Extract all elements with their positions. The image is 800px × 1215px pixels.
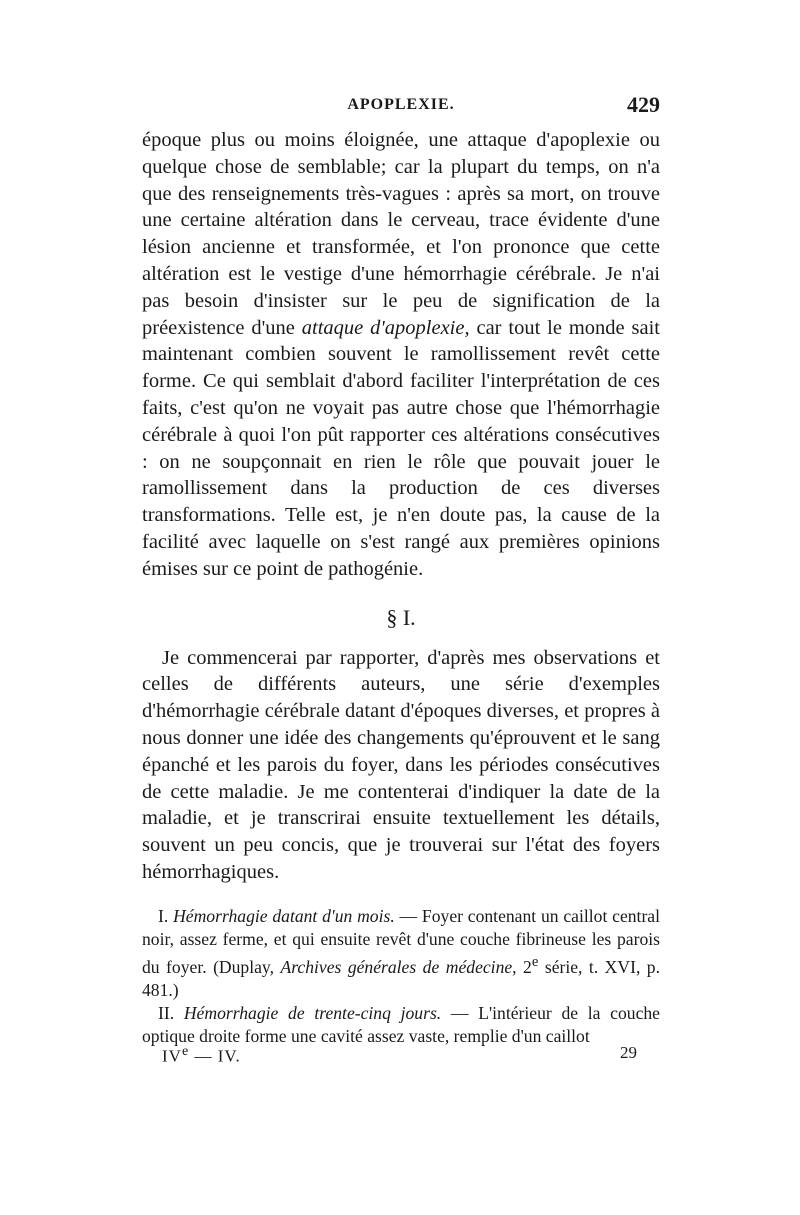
note-2 — [142, 1002, 660, 1048]
page-footer — [162, 1043, 637, 1065]
signature-superscript: e — [181, 1043, 190, 1059]
signature-mark — [162, 1043, 241, 1067]
note-2-number: II. — [158, 1002, 175, 1023]
paragraph-2: Je commencerai par rapporter, d'après mes observations et celles de différents auteurs, une série d'exemples d'hémorrhagie cérébrale datant d'époques diverses, et propres à nous donner une idée des changements qu'éprouvent et le sang épanché et les parois du foyer, dans les périodes consécutives de cette maladie. Je me contenterai d'indiquer la date de la maladie, et je transcrirai ensuite textuellement les détails, souvent un peu concis, que je trouverai sur l'état des foyers hémorrhagiques. — [142, 646, 660, 883]
note-2-text-1: — L'intérieur de la couche optique droite forme une cavité assez vaste, remplie d'un caillot — [142, 1002, 660, 1046]
note-2-title: Hémorrhagie de trente-cinq jours. — [183, 1002, 442, 1023]
note-1-text-1: — Foyer contenant un caillot central noir, assez ferme, et qui ensuite revêt d'une couche fibrineuse les parois du foyer. (Duplay, — [142, 906, 661, 977]
section-heading: § I. — [386, 604, 416, 630]
main-text — [142, 127, 660, 886]
note-1-number: I. — [158, 906, 169, 926]
sheet-number: 29 — [620, 1043, 637, 1062]
observations-notes — [142, 905, 660, 1048]
running-head: APOPLEXIE. — [347, 96, 455, 113]
signature-rest: — IV. — [189, 1046, 241, 1066]
note-1-text-3: série, t. XVI, p. 481.) — [142, 956, 661, 1000]
paragraph-1-emphasis: attaque d'apoplexie, — [301, 316, 470, 339]
note-1-superscript: e — [531, 954, 539, 970]
page-header — [142, 92, 660, 122]
paragraph-1-text-before: époque plus ou moins éloignée, une attaque d'apoplexie ou quelque chose de semblable; car la plupart du temps, on n'a que des renseignements très-vagues : après sa mort, on trouve une certaine altération dans le cerveau, trace évidente d'une lésion ancienne et transformée, et l'on prononce que cette altération est le vestige d'une hémorrhagie cérébrale. Je n'ai pas besoin d'insister sur le peu de signification de la préexistence d'une — [142, 129, 660, 339]
paragraph-1 — [142, 127, 660, 583]
signature-main: IV — [162, 1046, 182, 1066]
paragraph-1-text-after: car tout le monde sait maintenant combien souvent le ramollissement revêt cette forme. Ce qui semblait d'abord faciliter l'interprétation de ces faits, c'est qu'on ne voyait pas autre chose que l'hémorrhagie cérébrale à quoi l'on pût rapporter ces altérations consécutives : on ne soupçonnait en rien le rôle que pouvait jouer le ramollissement dans la production de ces diverses transformations. Telle est, je n'en doute pas, la cause de la facilité avec laquelle on s'est rangé aux premières opinions émises sur ce point de pathogénie. — [142, 316, 660, 580]
note-1-text-2: 2 — [516, 956, 532, 977]
note-1-source: Archives générales de médecine, — [280, 956, 517, 977]
page-number: 429 — [627, 92, 660, 117]
note-1 — [142, 905, 660, 1002]
note-1-title: Hémorrhagie datant d'un mois. — [173, 906, 395, 926]
